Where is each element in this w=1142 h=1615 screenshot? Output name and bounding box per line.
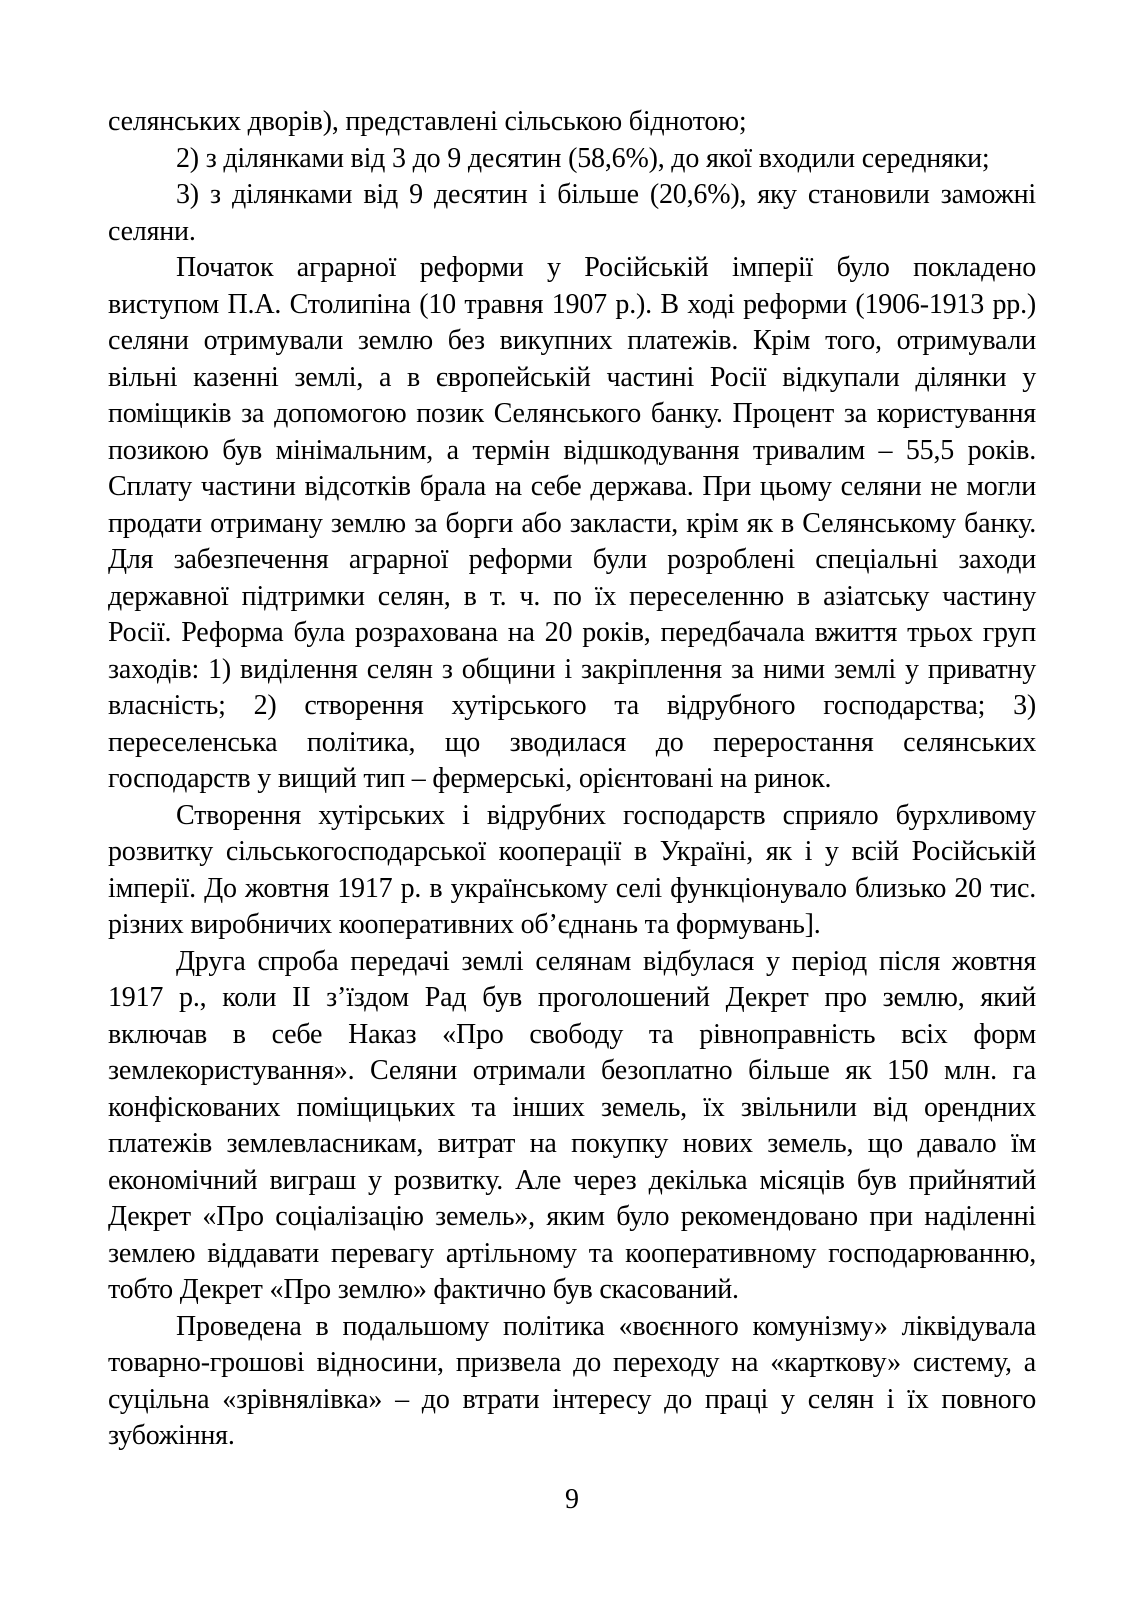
list-item-3: 3) з ділянками від 9 десятин і більше (20,6%), яку становили заможні селяни. [108,179,1036,247]
paragraph-cooperation: Створення хутірських і відрубних господарств сприяло бурхливому розвитку сільськогосподарської кооперації в Україні, як і у всій Російській імперії. До жовтня 1917 р. в українському селі функціонувало близько 20 тис. різних виробничих кооперативних об’єднань та формувань]. [108,799,1036,940]
paragraph-second-attempt: Друга спроба передачі землі селянам відбулася у період після жовтня 1917 р., коли ІІ з’їздом Рад був проголошений Декрет про землю, який включав в себе Наказ «Про свободу та рівноправність всіх форм землекористування». Селяни отримали безоплатно більше як 150 млн. га конфіскованих поміщицьких та інших земель, їх звільнили від орендних платежів землевласникам, витрат на покупку нових земель, що давало їм економічний виграш у розвитку. Але через декілька місяців був прийнятий Декрет «Про соціалізацію земель», яким було рекомендовано при наділенні землею віддавати перевагу артільному та кооперативному господарюванню, тобто Декрет «Про землю» фактично був скасований. [108,945,1036,1305]
paragraph-continuation: селянських дворів), представлені сільською біднотою; [108,106,747,137]
page-text-body [108,104,1036,1455]
paragraph-war-communism: Проведена в подальшому політика «воєнного комунізму» ліквідувала товарно-грошові відносини, призвела до переходу на «карткову» систему, а суцільна «зрівнялівка» – до втрати інтересу до праці у селян і їх повного зубожіння. [108,1310,1036,1451]
list-item-2: 2) з ділянками від 3 до 9 десятин (58,6%), до якої входили середняки; [176,142,990,174]
page-number: 9 [565,1484,579,1515]
page-footer [108,1482,1036,1518]
paragraph-stolypin-reform: Початок аграрної реформи у Російській імперії було покладено виступом П.А. Столипіна (10 травня 1907 р.). В ході реформи (1906-1913 рр.) селяни отримували землю без викупних платежів. Крім того, отримували вільні казенні землі, а в європейській частині Росії відкупали ділянки у поміщиків за допомогою позик Селянського банку. Процент за користування позикою був мінімальним, а термін відшкодування тривалим – 55,5 років. Сплату частини відсотків брала на себе держава. При цьому селяни не могли продати отриману землю за борги або закласти, крім як в Селянському банку. Для забезпечення аграрної реформи були розроблені спеціальні заходи державної підтримки селян, в т. ч. по їх переселенню в азіатську частину Росії. Реформа була розрахована на 20 років, передбачала вжиття трьох груп заходів: 1) виділення селян з общини і закріплення за ними землі у приватну власність; 2) створення хутірського та відрубного господарства; 3) переселенська політика, що зводилася до переростання селянських господарств у вищий тип – фермерські, орієнтовані на ринок. [108,252,1036,794]
